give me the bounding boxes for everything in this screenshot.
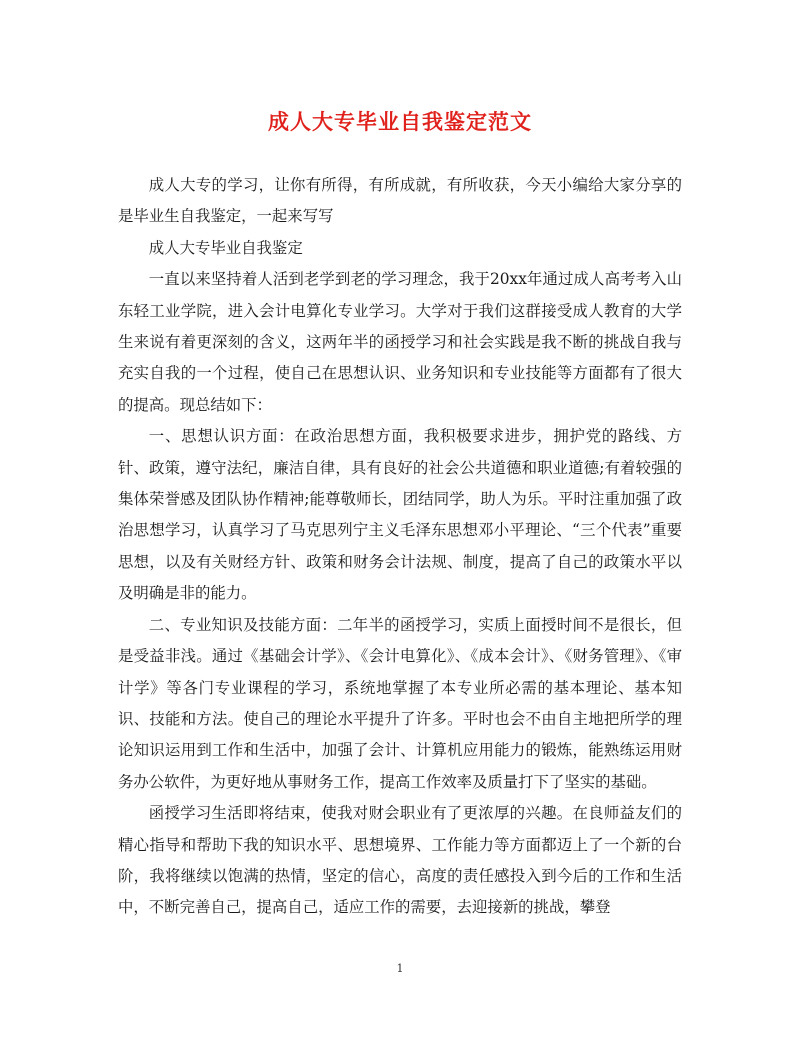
body-paragraph-subtitle: 成人大专毕业自我鉴定 <box>148 238 303 257</box>
page-number: 1 <box>396 962 404 975</box>
body-paragraph-intro: 成人大专的学习，让你有所得，有所成就，有所收获，今天小编给大家分享的是毕业生自我鉴定，一起来写写 <box>118 176 682 226</box>
document-body <box>118 170 682 924</box>
document-title: 成人大专毕业自我鉴定范文 <box>268 110 532 134</box>
body-paragraph-skills: 二、专业知识及技能方面：二年半的函授学习，实质上面授时间不是很长，但是受益非浅。通过《基础会计学》、《会计电算化》、《成本会计》、《财务管理》、《审计学》等各门专业课程的学习，系统地掌握了本专业所必需的基本理论、基本知识、技能和方法。使自己的理论水平提升了许多。平时也会不由自主地把所学的理论知识运用到工作和生活中，加强了会计、计算机应用能力的锻炼，能熟练运用财务办公软件，为更好地从事财务工作，提高工作效率及质量打下了坚实的基础。 <box>118 615 682 791</box>
body-paragraph-ideology: 一、思想认识方面：在政治思想方面，我积极要求进步，拥护党的路线、方针、政策，遵守法纪，廉洁自律，具有良好的社会公共道德和职业道德;有着较强的集体荣誉感及团队协作精神;能尊敬师长，团结同学，助人为乐。平时注重加强了政治思想学习，认真学习了马克思列宁主义毛泽东思想邓小平理论、“三个代表”重要思想，以及有关财经方针、政策和财务会计法规、制度，提高了自己的政策水平以及明确是非的能力。 <box>118 427 682 603</box>
body-paragraph-conclusion: 函授学习生活即将结束，使我对财会职业有了更浓厚的兴趣。在良师益友们的精心指导和帮助下我的知识水平、思想境界、工作能力等方面都迈上了一个新的台阶，我将继续以饱满的热情，坚定的信心，高度的责任感投入到今后的工作和生活中，不断完善自己，提高自己，适应工作的需要，去迎接新的挑战，攀登 <box>118 804 682 917</box>
body-paragraph-overview: 一直以来坚持着人活到老学到老的学习理念，我于20xx年通过成人高考考入山东轻工业学院，进入会计电算化专业学习。大学对于我们这群接受成人教育的大学生来说有着更深刻的含义，这两年半的函授学习和社会实践是我不断的挑战自我与充实自我的一个过程，使自己在思想认识、业务知识和专业技能等方面都有了很大的提高。现总结如下： <box>118 270 682 414</box>
